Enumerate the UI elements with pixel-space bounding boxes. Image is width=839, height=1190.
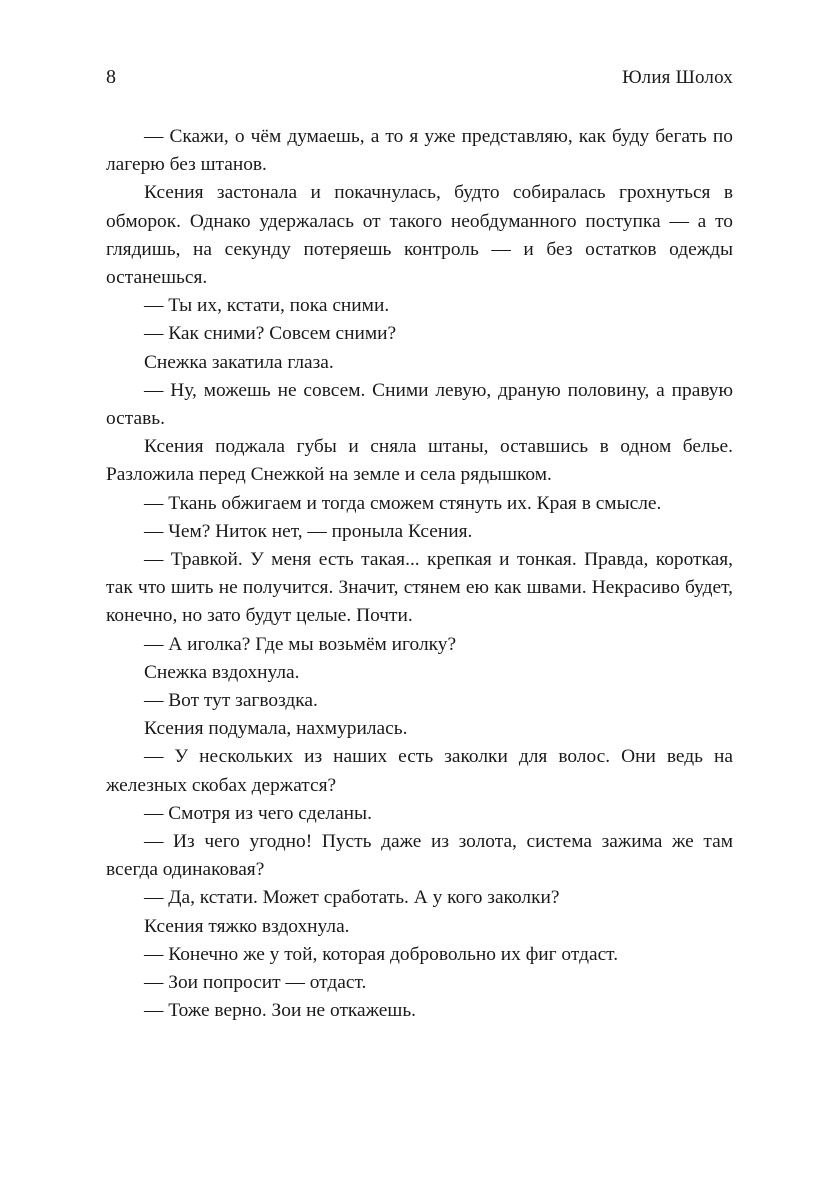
page-number: 8 xyxy=(106,66,117,88)
paragraph: — Зои попросит — отдаст. xyxy=(144,972,367,994)
paragraph: — Скажи, о чём думаешь, а то я уже представляю, как буду бегать по лагерю без штанов. xyxy=(106,126,733,176)
paragraph: — Конечно же у той, которая добровольно их фиг отдаст. xyxy=(144,943,619,965)
paragraph: Снежка закатила глаза. xyxy=(144,351,334,373)
running-head-title: Юлия Шолох xyxy=(622,67,733,88)
paragraph: — Травкой. У меня есть такая... крепкая и тонкая. Правда, короткая, так что шить не получится. Значит, стянем ею как швами. Некрасиво будет, конечно, но зато будут целые. Почти. xyxy=(106,549,733,627)
paragraph: Снежка вздохнула. xyxy=(144,661,300,683)
paragraph: Ксения подумала, нахмурилась. xyxy=(144,718,408,740)
paragraph: — Да, кстати. Может сработать. А у кого заколки? xyxy=(144,887,560,909)
paragraph: — Ткань обжигаем и тогда сможем стянуть их. Края в смысле. xyxy=(144,492,662,514)
paragraph: — А иголка? Где мы возьмём иголку? xyxy=(144,633,457,655)
paragraph: — Тоже верно. Зои не откажешь. xyxy=(144,1000,417,1022)
paragraph: Ксения поджала губы и сняла штаны, оставшись в одном белье. Разложила перед Снежкой на земле и села рядышком. xyxy=(106,436,733,486)
paragraph: — Чем? Ниток нет, — проныла Ксения. xyxy=(144,520,473,542)
paragraph: — Из чего угодно! Пусть даже из золота, система зажима же там всегда одинаковая? xyxy=(106,831,733,881)
paragraph: — Вот тут загвоздка. xyxy=(144,690,318,712)
paragraph: — Смотря из чего сделаны. xyxy=(144,802,372,824)
paragraph: — Как сними? Совсем сними? xyxy=(144,323,397,345)
running-head xyxy=(106,66,733,89)
page-body xyxy=(106,123,733,1026)
paragraph: Ксения застонала и покачнулась, будто собиралась грохнуться в обморок. Однако удержалась от такого необдуманного поступка — а то глядишь, на секунду потеряешь контроль — и без остатков одежды останешься. xyxy=(106,182,733,289)
paragraph: — Ты их, кстати, пока сними. xyxy=(144,295,390,317)
paragraph: — У нескольких из наших есть заколки для волос. Они ведь на железных скобах держатся? xyxy=(106,746,733,796)
paragraph: Ксения тяжко вздохнула. xyxy=(144,915,350,937)
paragraph: — Ну, можешь не совсем. Сними левую, драную половину, а правую оставь. xyxy=(106,379,733,430)
